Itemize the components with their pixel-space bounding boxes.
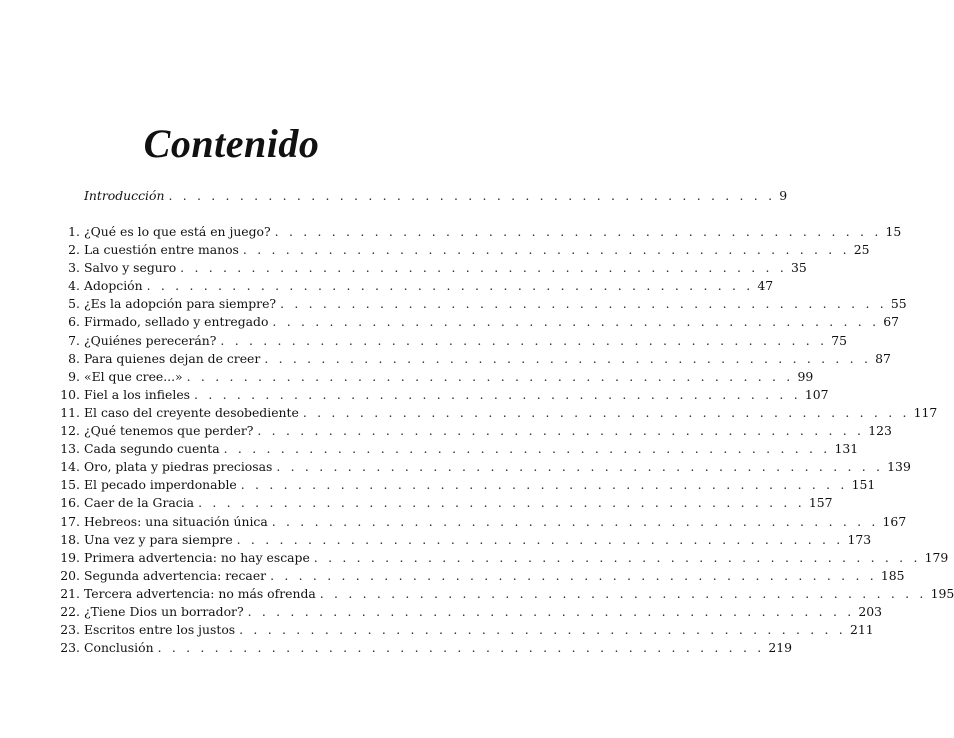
toc-row <box>58 296 907 314</box>
chapter-page-number: 157 <box>808 495 833 511</box>
intro-title: Introducción <box>84 188 165 203</box>
toc-row <box>58 332 847 351</box>
toc-row <box>58 603 883 622</box>
intro-page-number: 9 <box>779 188 788 203</box>
chapter-page-number: 219 <box>768 640 793 656</box>
chapter-number: 5. <box>68 296 80 312</box>
toc-row <box>58 495 833 513</box>
chapter-title: Tercera advertencia: no más ofrenda <box>84 585 316 601</box>
chapter-page-number: 211 <box>849 622 874 638</box>
chapter-number: 19. <box>60 549 80 565</box>
chapter-number: 15. <box>60 477 80 493</box>
toc-row <box>58 441 859 459</box>
chapter-page-number: 203 <box>858 603 883 619</box>
chapter-page-number: 75 <box>831 332 847 348</box>
chapter-number: 12. <box>60 423 80 439</box>
chapter-title: ¿Quiénes perecerán? <box>84 332 217 348</box>
chapter-number: 3. <box>68 260 80 276</box>
dot-leader: . . . . . . . . . . . . . . . . . . . . . . . . . . . . . . . . . . . . . . . . . . . <box>220 332 828 348</box>
toc-row <box>58 622 874 640</box>
page-title: Contenido <box>143 121 320 166</box>
toc-row <box>58 278 774 296</box>
chapter-number: 22. <box>60 603 80 619</box>
chapter-number: 17. <box>60 513 80 529</box>
chapter-number: 21. <box>60 585 80 601</box>
dot-leader: . . . . . . . . . . . . . . . . . . . . . . . . . . . . . . . . . . . . . . . . . . . <box>236 531 844 547</box>
dot-leader: . . . . . . . . . . . . . . . . . . . . . . . . . . . . . . . . . . . . . . . . . . . <box>276 459 884 475</box>
toc-row <box>58 404 938 423</box>
chapter-number: 16. <box>60 495 80 511</box>
chapter-number: 23. <box>60 622 80 638</box>
chapter-title: El pecado imperdonable <box>84 477 237 493</box>
dot-leader: . . . . . . . . . . . . . . . . . . . . . . . . . . . . . . . . . . . . . . . . . . . <box>247 603 855 619</box>
chapter-number: 14. <box>60 459 80 475</box>
dot-leader: . . . . . . . . . . . . . . . . . . . . . . . . . . . . . . . . . . . . . . . . . . . <box>180 260 787 276</box>
toc-row <box>58 513 907 532</box>
chapter-title: El caso del creyente desobediente <box>84 404 299 420</box>
dot-leader: . . . . . . . . . . . . . . . . . . . . . . . . . . . . . . . . . . . . . . . . . . . <box>319 585 927 601</box>
toc-row <box>58 640 793 658</box>
dot-leader: . . . . . . . . . . . . . . . . . . . . . . . . . . . . . . . . . . . . . . . . . . . <box>146 278 754 294</box>
chapter-number: 10. <box>60 386 80 402</box>
toc-row <box>58 314 899 332</box>
toc-row <box>58 242 870 260</box>
dot-leader: . . . . . . . . . . . . . . . . . . . . . . . . . . . . . . . . . . . . . . . . . . . <box>240 477 848 493</box>
chapter-page-number: 35 <box>790 260 807 276</box>
chapter-title: ¿Qué tenemos que perder? <box>84 423 254 439</box>
chapter-number: 11. <box>60 404 80 420</box>
toc-row <box>58 567 905 586</box>
chapter-page-number: 139 <box>887 459 911 475</box>
chapter-title: ¿Es la adopción para siempre? <box>84 296 277 312</box>
chapter-title: Conclusión <box>84 640 154 656</box>
dot-leader: . . . . . . . . . . . . . . . . . . . . . . . . . . . . . . . . . . . . . . . . . . . <box>270 567 877 583</box>
chapter-page-number: 67 <box>883 314 899 330</box>
dot-leader: . . . . . . . . . . . . . . . . . . . . . . . . . . . . . . . . . . . . . . . . . . . <box>271 513 879 529</box>
toc-row <box>58 459 911 477</box>
chapter-number: 9. <box>68 368 80 384</box>
dot-leader: . . . . . . . . . . . . . . . . . . . . . . . . . . . . . . . . . . . . . . . . . . . <box>194 386 801 402</box>
chapter-number: 8. <box>68 350 80 366</box>
toc-row <box>58 585 954 604</box>
toc-row <box>58 260 807 278</box>
toc-row <box>58 368 814 387</box>
chapter-page-number: 131 <box>834 441 859 457</box>
toc-row <box>58 350 891 369</box>
chapter-page-number: 117 <box>913 404 938 420</box>
chapter-title: Segunda advertencia: recaer <box>84 567 267 583</box>
dot-leader: . . . . . . . . . . . . . . . . . . . . . . . . . . . . . . . . . . . . . . . . . . . <box>313 549 921 565</box>
dot-leader: . . . . . . . . . . . . . . . . . . . . . . . . . . . . . . . . . . . . . . . . . . . <box>168 188 776 203</box>
chapter-title: ¿Tiene Dios un borrador? <box>84 603 244 619</box>
chapter-title: Firmado, sellado y entregado <box>84 314 269 330</box>
chapter-page-number: 99 <box>797 368 814 384</box>
dot-leader: . . . . . . . . . . . . . . . . . . . . . . . . . . . . . . . . . . . . . . . . . . . <box>186 368 794 384</box>
chapter-number: 23. <box>60 640 80 656</box>
toc-row <box>58 477 876 495</box>
dot-leader: . . . . . . . . . . . . . . . . . . . . . . . . . . . . . . . . . . . . . . . . . . . <box>280 296 887 312</box>
dot-leader: . . . . . . . . . . . . . . . . . . . . . . . . . . . . . . . . . . . . . . . . . . . <box>302 404 910 420</box>
chapter-page-number: 55 <box>890 296 907 312</box>
chapter-number: 7. <box>68 332 80 348</box>
dot-leader: . . . . . . . . . . . . . . . . . . . . . . . . . . . . . . . . . . . . . . . . . . . <box>264 350 872 366</box>
chapter-page-number: 179 <box>924 549 949 565</box>
chapter-number: 1. <box>68 224 80 239</box>
chapter-title: Hebreos: una situación única <box>84 513 268 529</box>
chapter-number: 2. <box>68 242 80 258</box>
chapter-title: Escritos entre los justos <box>84 622 236 638</box>
chapter-page-number: 25 <box>853 242 870 258</box>
chapter-title: Primera advertencia: no hay escape <box>84 549 310 565</box>
chapter-number: 18. <box>60 531 80 547</box>
toc-intro <box>58 188 788 206</box>
chapter-title: Salvo y seguro <box>84 260 177 276</box>
chapter-page-number: 167 <box>882 513 907 529</box>
chapter-number: 4. <box>68 278 80 294</box>
chapter-page-number: 123 <box>868 423 892 439</box>
chapter-title: «El que cree...» <box>84 368 183 384</box>
chapter-page-number: 173 <box>847 531 872 547</box>
dot-leader: . . . . . . . . . . . . . . . . . . . . . . . . . . . . . . . . . . . . . . . . . . . <box>242 242 850 258</box>
chapter-title: Adopción <box>84 278 143 294</box>
chapter-page-number: 195 <box>930 585 954 601</box>
chapter-number: 13. <box>60 441 80 457</box>
chapter-title: Cada segundo cuenta <box>84 441 220 457</box>
chapter-number: 20. <box>60 567 80 583</box>
toc-row <box>58 386 829 405</box>
toc-row-intro <box>58 188 788 206</box>
chapter-title: La cuestión entre manos <box>84 242 239 258</box>
toc-row <box>58 549 949 568</box>
chapter-title: Para quienes dejan de creer <box>84 350 261 366</box>
dot-leader: . . . . . . . . . . . . . . . . . . . . . . . . . . . . . . . . . . . . . . . . . . . <box>223 441 831 457</box>
dot-leader: . . . . . . . . . . . . . . . . . . . . . . . . . . . . . . . . . . . . . . . . . . . <box>157 640 765 656</box>
toc-row <box>58 224 902 242</box>
chapter-page-number: 107 <box>804 386 829 402</box>
chapter-list <box>58 224 954 658</box>
chapter-number: 6. <box>68 314 80 330</box>
chapter-page-number: 185 <box>880 567 905 583</box>
chapter-title: Una vez y para siempre <box>84 531 233 547</box>
chapter-page-number: 15 <box>885 224 902 239</box>
chapter-page-number: 87 <box>875 350 891 366</box>
chapter-page-number: 47 <box>757 278 774 294</box>
chapter-title: Fiel a los infieles <box>84 386 191 402</box>
dot-leader: . . . . . . . . . . . . . . . . . . . . . . . . . . . . . . . . . . . . . . . . . . . <box>198 495 805 511</box>
chapter-title: Oro, plata y piedras preciosas <box>84 459 273 475</box>
chapter-title: Caer de la Gracia <box>84 495 195 511</box>
dot-leader: . . . . . . . . . . . . . . . . . . . . . . . . . . . . . . . . . . . . . . . . . . . <box>274 224 882 239</box>
chapter-title: ¿Qué es lo que está en juego? <box>84 224 271 239</box>
chapter-page-number: 151 <box>851 477 876 493</box>
dot-leader: . . . . . . . . . . . . . . . . . . . . . . . . . . . . . . . . . . . . . . . . . . . <box>257 423 865 439</box>
toc-row <box>58 423 892 441</box>
toc-row <box>58 531 872 550</box>
dot-leader: . . . . . . . . . . . . . . . . . . . . . . . . . . . . . . . . . . . . . . . . . . . <box>272 314 880 330</box>
dot-leader: . . . . . . . . . . . . . . . . . . . . . . . . . . . . . . . . . . . . . . . . . . . <box>239 622 846 638</box>
